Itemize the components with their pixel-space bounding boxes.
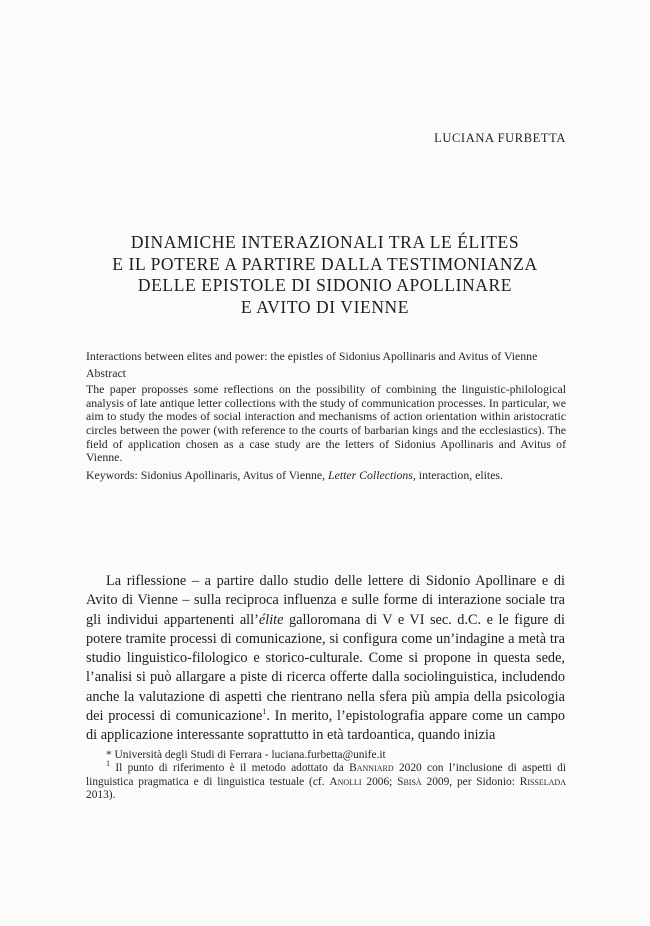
body-paragraph bbox=[86, 572, 565, 746]
abstract-label: Abstract bbox=[86, 365, 126, 380]
title-line: E AVITO DI VIENNE bbox=[240, 296, 410, 317]
title-line: DINAMICHE INTERAZIONALI TRA LE ÉLITES bbox=[130, 232, 520, 252]
footnote-star-text: Università degli Studi di Ferrara - luciana.furbetta@unife.it bbox=[111, 749, 386, 761]
cited-author: Risselada bbox=[519, 775, 566, 788]
cited-author: Anolli bbox=[329, 775, 362, 788]
footnote-1 bbox=[86, 759, 566, 802]
footnote-1-text: 2020 con l’inclusione di aspetti di linguistica pragmatica e di linguistica testuale (cf. bbox=[86, 762, 566, 788]
footnote-star bbox=[86, 749, 566, 762]
keywords-prefix: Keywords: Sidonius Apollinaris, Avitus of Vienne, bbox=[86, 467, 326, 482]
author-name: LUCIANA FURBETTA bbox=[434, 131, 566, 145]
cited-author: Banniard bbox=[349, 762, 394, 775]
body-text bbox=[86, 572, 565, 746]
title-line: E IL POTERE A PARTIRE DALLA TESTIMONIANZA bbox=[112, 253, 538, 274]
footnote-1-mark: 1 bbox=[106, 759, 110, 769]
cited-author: Sbisà bbox=[397, 775, 422, 788]
body-part-2: galloromana di V e VI sec. d.C. e le figure di potere tramite processi di comunicazione, si configura come un’indagine a metà tra studio linguistico-filologico e storico-culturale. Come si propone in questa sede, l’analisi si può allargare a piste di ricerca offerte dalla sociolinguistica, includendo anche la valutazione di aspetti che rientrano nella sfera più ampia della psicologia dei processi di comunicazione bbox=[86, 611, 565, 725]
abstract-section bbox=[86, 350, 566, 486]
abstract-text: The paper proposses some reflections on the possibility of combining the linguistic-philological analysis of late antique letter collections with the study of communication processes. In particular, we aim to study the modes of social interaction and mechanisms of action orientation within aristocratic circles between the power (with reference to the courts of barbarian kings and the ecclesiastics). The field of application chosen as a case study are the letters of Sidonius Apollinaris and Avitus of Vienne. bbox=[86, 382, 566, 465]
keywords bbox=[86, 469, 566, 483]
keywords-italic: Letter Collections bbox=[328, 467, 413, 482]
footnote-ref[interactable]: 1 bbox=[262, 707, 267, 717]
footnote-1-text: 2006; bbox=[361, 775, 398, 788]
footnotes bbox=[86, 749, 566, 802]
keywords-suffix: , interaction, elites. bbox=[412, 467, 503, 482]
footnote-star-mark: * bbox=[106, 749, 112, 761]
title-line: DELLE EPISTOLE DI SIDONIO APOLLINARE bbox=[137, 275, 513, 295]
footnote-1-text: 2013). bbox=[86, 788, 116, 801]
body-part-3: . In merito, l’epistolografia appare come un campo di applicazione interessante soprattutto in età tardoantica, quando inizia bbox=[86, 708, 565, 744]
footnote-1-text: Il punto di riferimento è il metodo adottato da bbox=[110, 762, 350, 775]
body-part-1: La riflessione – a partire dallo studio delle lettere di Sidonio Apollinare e di Avito di Vienne – sulla reciproca influenza e sulle forme di interazione sociale tra gli individui appartenenti all’ bbox=[86, 573, 565, 628]
english-title: Interactions between elites and power: the epistles of Sidonius Apollinaris and Avitus of Vienne bbox=[86, 349, 538, 363]
body-italic-word: élite bbox=[258, 611, 284, 628]
paper-title bbox=[60, 232, 590, 318]
footnote-1-text: 2009, per Sidonio: bbox=[421, 775, 520, 788]
